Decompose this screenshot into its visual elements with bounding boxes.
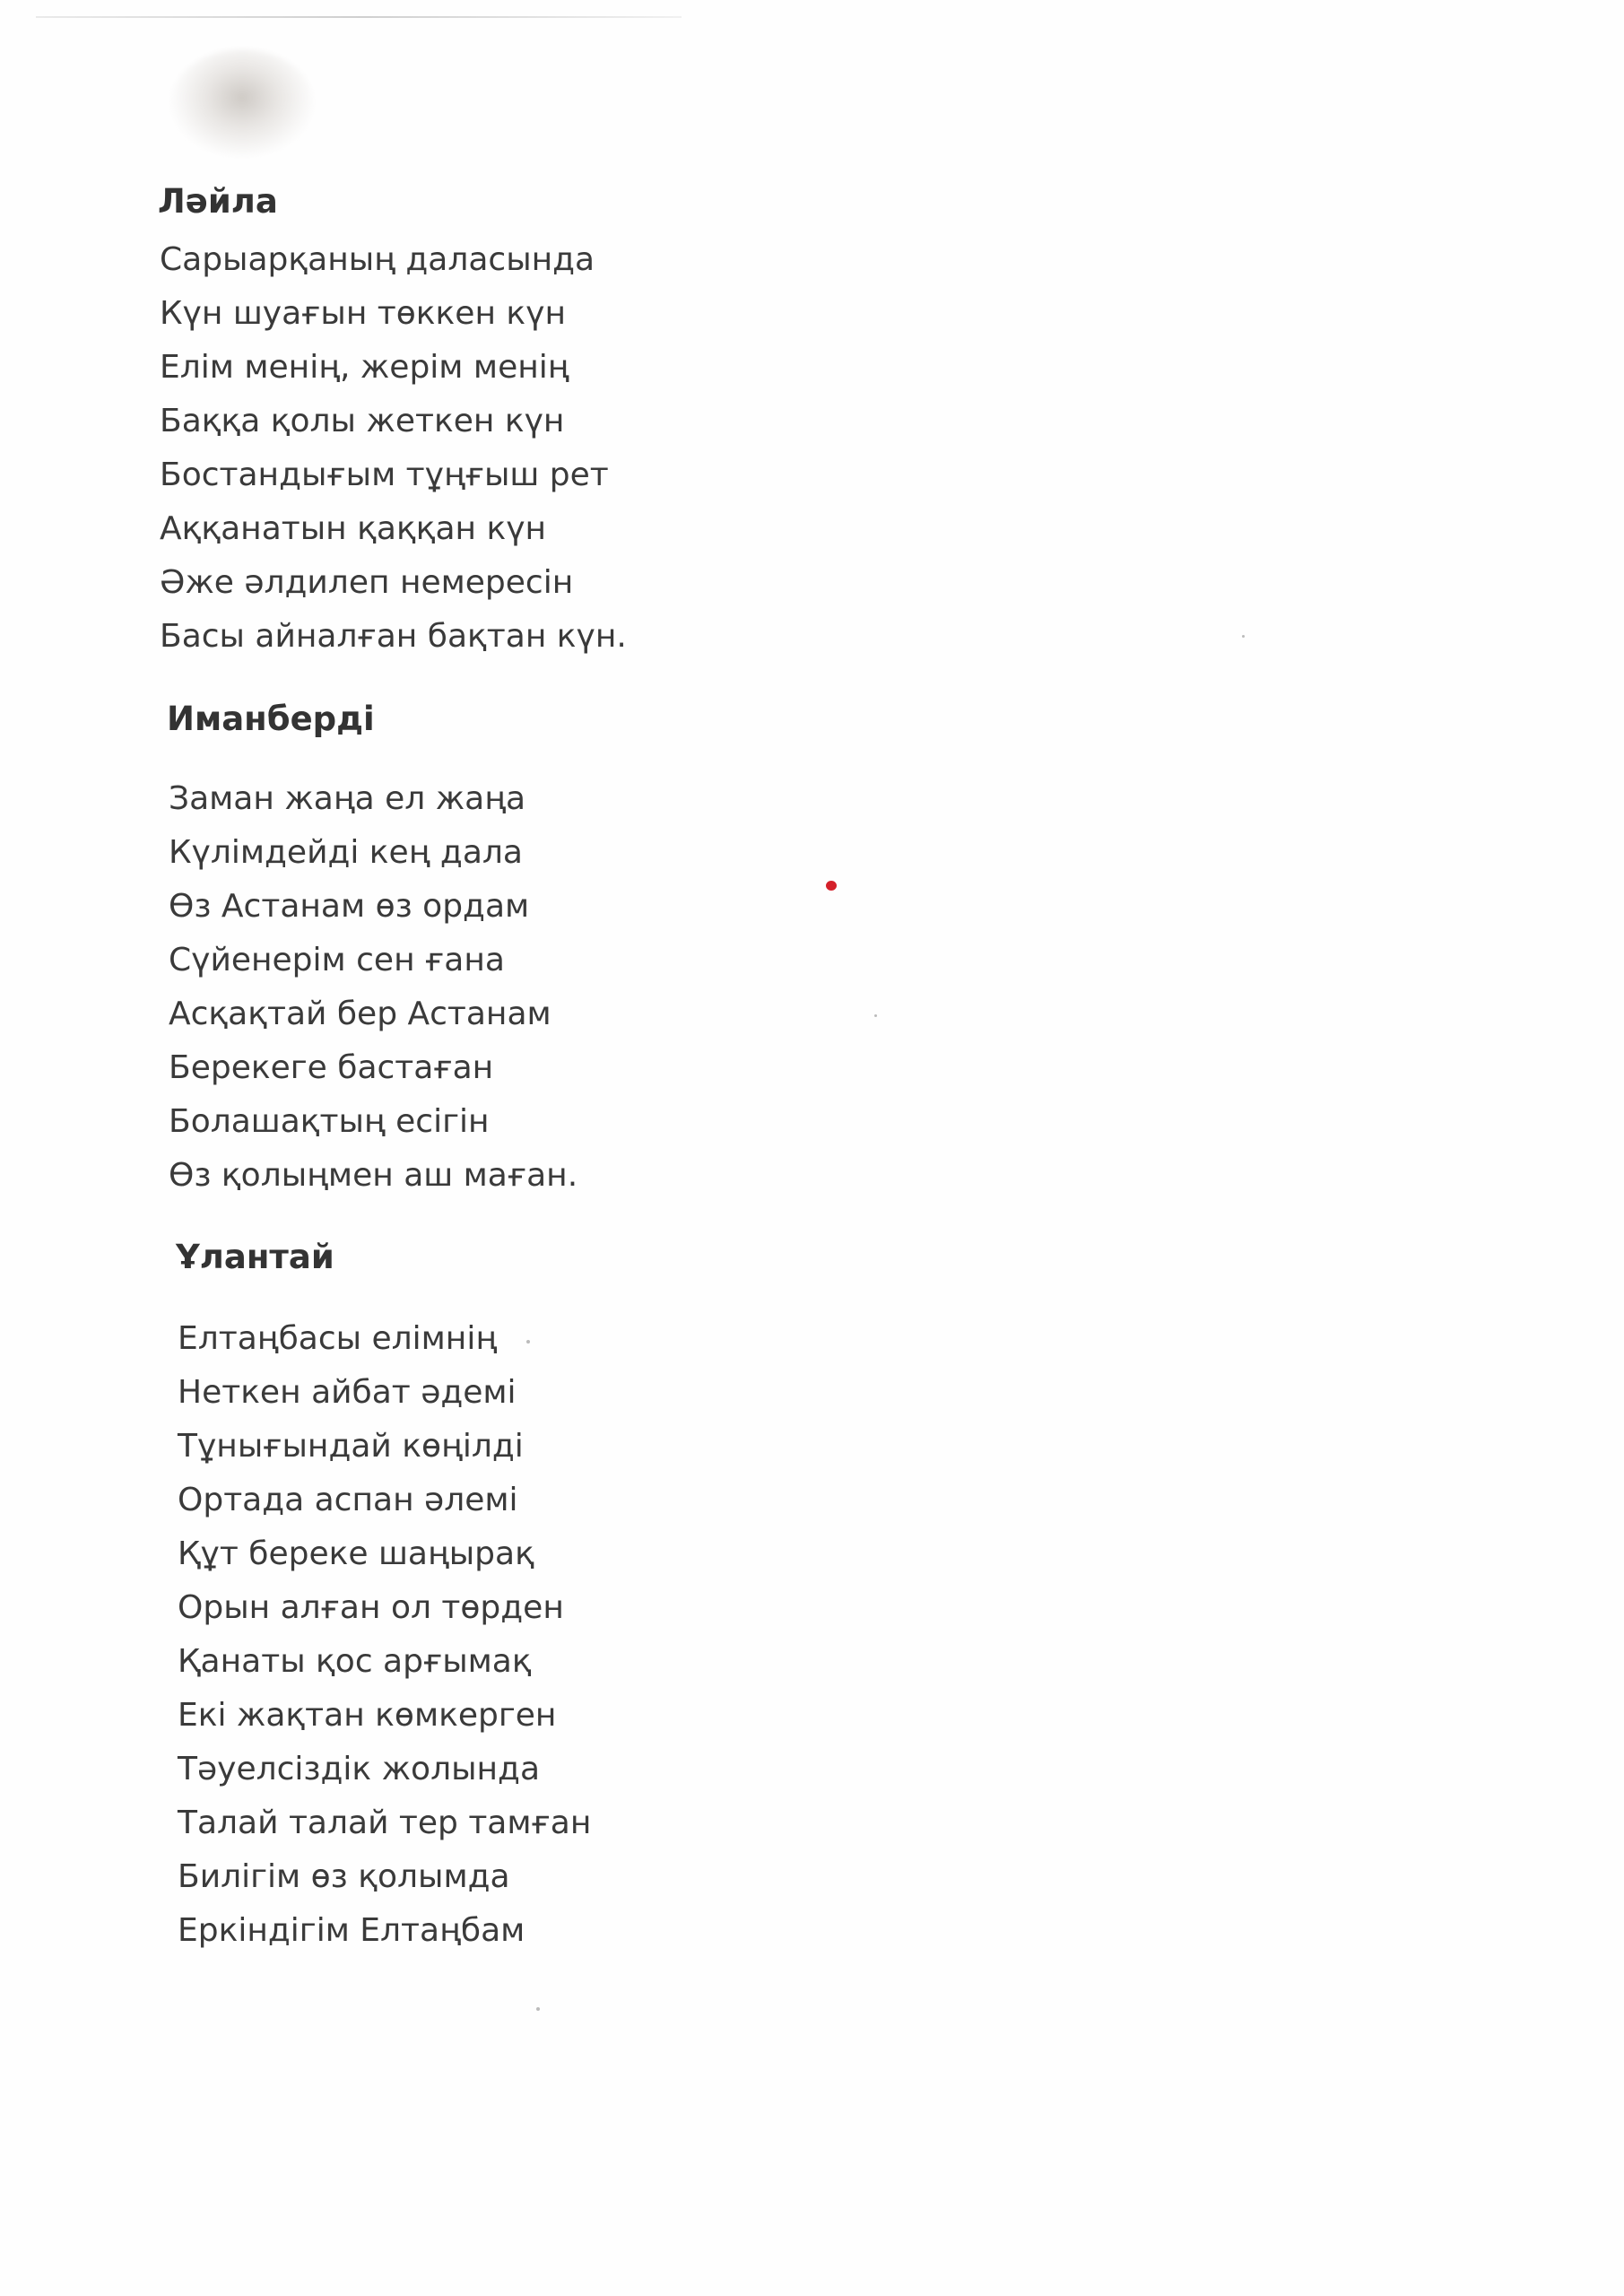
poem-line: Ортада аспан әлемі	[178, 1482, 518, 1518]
poem-title: Иманберді	[167, 700, 375, 738]
poem-line: Қанаты қос арғымақ	[178, 1643, 532, 1680]
speck	[874, 1014, 877, 1017]
poem-line: Еркіндігім Елтаңбам	[178, 1912, 525, 1949]
poem-line: Бостандығым тұңғыш рет	[160, 457, 609, 493]
poem-line: Асқақтай бер Астанам	[169, 996, 551, 1032]
smudge-mark	[170, 49, 314, 157]
poem-line: Екі жақтан көмкерген	[178, 1697, 557, 1734]
poem-lines	[178, 1312, 591, 1958]
poem-line: Билігім өз қолымда	[178, 1858, 510, 1895]
poem-line: Сарыарқаның даласында	[160, 241, 595, 278]
speck	[1242, 635, 1245, 638]
poem-title: Ұлантай	[176, 1238, 334, 1276]
poem-line: Өз Астанам өз ордам	[169, 888, 530, 925]
poem-line: Неткен айбат әдемі	[178, 1374, 517, 1411]
poem-line: Әже әлдилеп немересін	[160, 564, 574, 601]
poem-line: Берекеге бастаған	[169, 1049, 494, 1086]
scan-top-edge	[36, 16, 682, 18]
red-ink-dot	[826, 881, 837, 891]
poem-line: Баққа қолы жеткен күн	[160, 403, 565, 439]
poem-line: Күлімдейді кең дала	[169, 834, 523, 871]
poem-line: Басы айналған бақтан күн.	[160, 618, 627, 655]
poem-line: Күн шуағын төккен күн	[160, 295, 567, 332]
poem-lines	[160, 233, 627, 664]
poem-line: Елтаңбасы елімнің	[178, 1320, 498, 1357]
poem-line: Сүйенерім сен ғана	[169, 942, 505, 978]
poem-line: Елім менің, жерім менің	[160, 349, 569, 386]
poem-line: Заман жаңа ел жаңа	[169, 780, 526, 817]
poem-line: Тұнығындай көңілді	[178, 1428, 524, 1465]
poem-title: Ләйла	[158, 182, 278, 221]
poem-lines	[169, 772, 578, 1203]
poem-line: Аққанатын қаққан күн	[160, 510, 547, 547]
poem-line: Тәуелсіздік жолында	[178, 1751, 540, 1787]
poem-line: Болашақтың есігін	[169, 1103, 490, 1140]
poem-line: Талай талай тер тамған	[178, 1805, 592, 1841]
speck	[536, 2007, 540, 2011]
poem-line: Өз қолыңмен аш маған.	[169, 1157, 578, 1194]
poem-line: Орын алған ол төрден	[178, 1589, 564, 1626]
poem-line: Құт береке шаңырақ	[178, 1535, 534, 1572]
